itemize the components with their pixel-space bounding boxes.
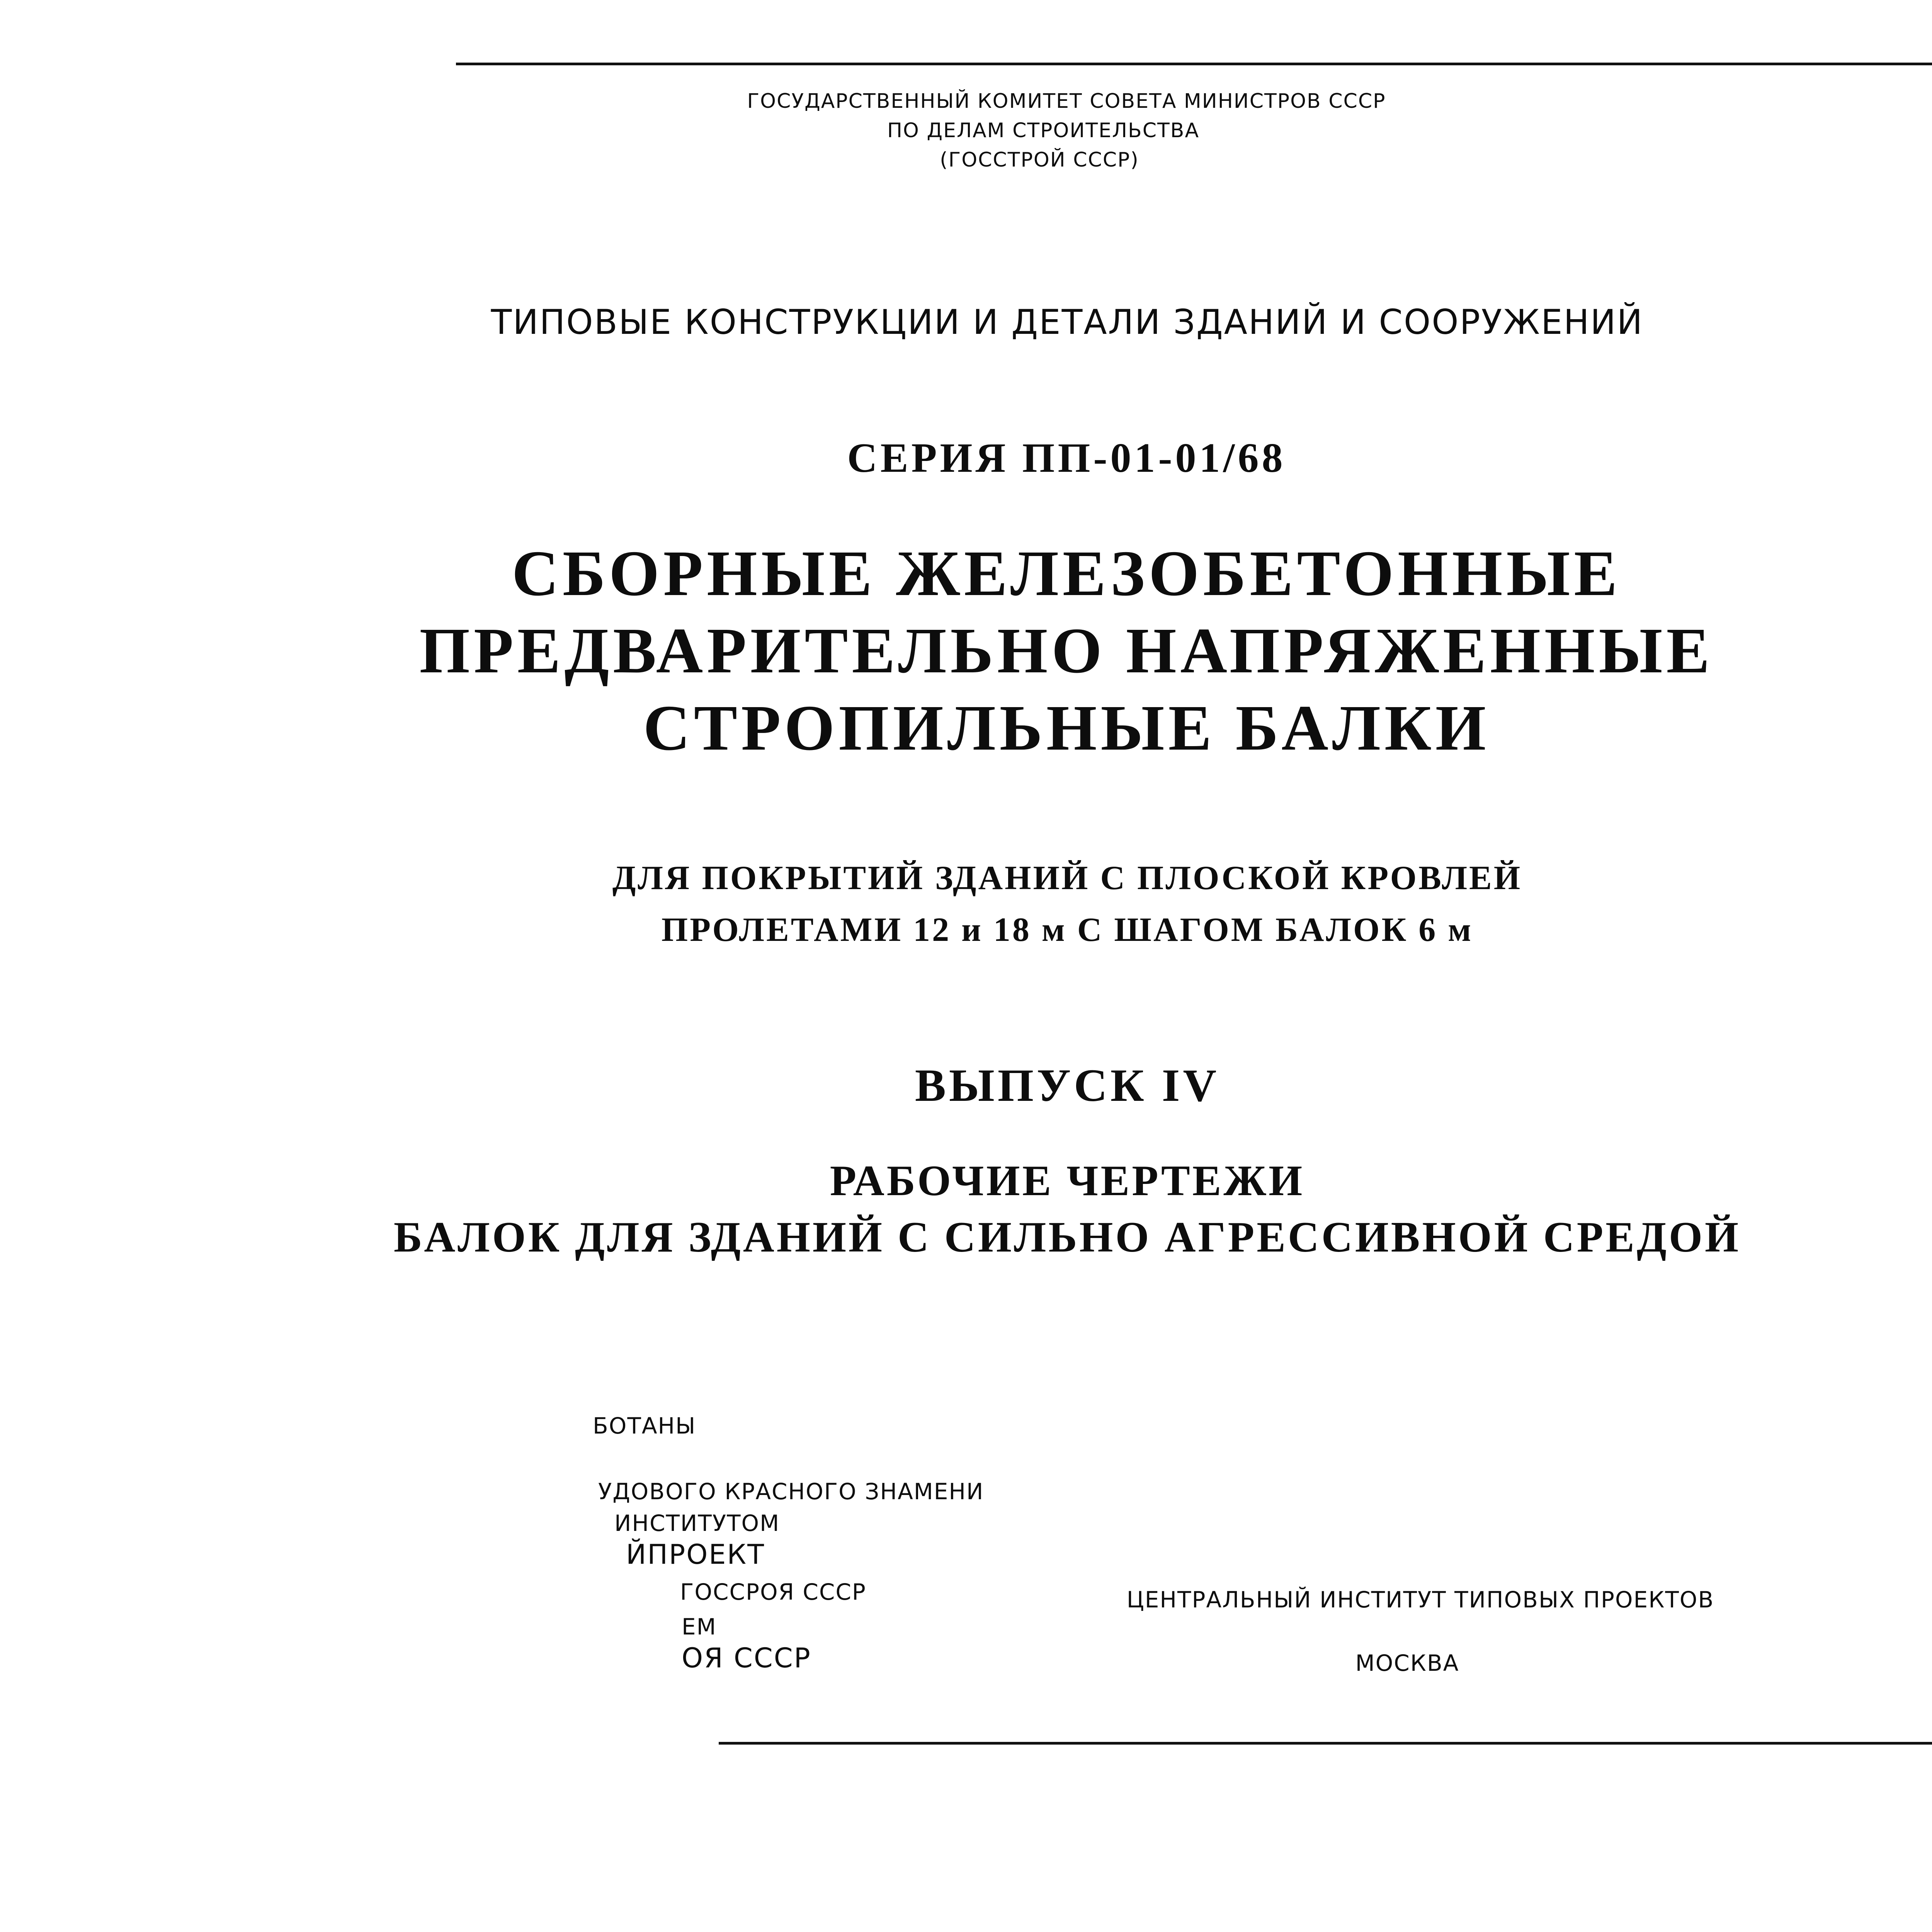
subtitle-line-2: ПРОЛЕТАМИ 12 и 18 м С ШАГОМ БАЛОК 6 м [661,911,1473,949]
header-org-line-1: ГОСУДАРСТВЕННЫЙ КОМИТЕТ СОВЕТА МИНИСТРОВ СССР [747,90,1386,113]
main-title-line-2: ПРЕДВАРИТЕЛЬНО НАПРЯЖЕННЫЕ [419,615,1714,687]
collection-title: ТИПОВЫЕ КОНСТРУКЦИИ И ДЕТАЛИ ЗДАНИЙ И СООРУЖЕНИЙ [491,302,1644,342]
developer-line-4: ЙПРОЕКТ [626,1539,765,1570]
publisher-city: МОСКВА [1355,1650,1459,1676]
developer-line-3: ИНСТИТУТОМ [614,1510,780,1536]
developer-line-2: УДОВОГО КРАСНОГО ЗНАМЕНИ [598,1478,984,1505]
main-title-line-1: СБОРНЫЕ ЖЕЛЕЗОБЕТОННЫЕ [512,537,1621,609]
main-title-line-3: СТРОПИЛЬНЫЕ БАЛКИ [643,692,1490,764]
subtitle-line-1: ДЛЯ ПОКРЫТИЙ ЗДАНИЙ С ПЛОСКОЙ КРОВЛЕЙ [612,859,1522,897]
series-number: СЕРИЯ ПП-01-01/68 [847,435,1286,481]
frame-top-line [456,63,1932,65]
header-org-line-3: (ГОССТРОЙ СССР) [940,148,1139,172]
drawings-title-line-1: РАБОЧИЕ ЧЕРТЕЖИ [830,1157,1305,1205]
publisher-name: ЦЕНТРАЛЬНЫЙ ИНСТИТУТ ТИПОВЫХ ПРОЕКТОВ [1126,1587,1714,1613]
frame-bottom-line [719,1742,1932,1745]
developer-line-6: ЕМ [682,1614,717,1640]
developer-line-7: ОЯ СССР [682,1642,811,1674]
drawings-title-line-2: БАЛОК ДЛЯ ЗДАНИЙ С СИЛЬНО АГРЕССИВНОЙ СРЕДОЙ [393,1213,1741,1261]
issue-number: ВЫПУСК IV [915,1060,1220,1111]
header-org-line-2: ПО ДЕЛАМ СТРОИТЕЛЬСТВА [887,119,1200,142]
developer-line-1: БОТАНЫ [593,1413,696,1439]
developer-line-5: ГОССРОЯ СССР [680,1579,866,1605]
